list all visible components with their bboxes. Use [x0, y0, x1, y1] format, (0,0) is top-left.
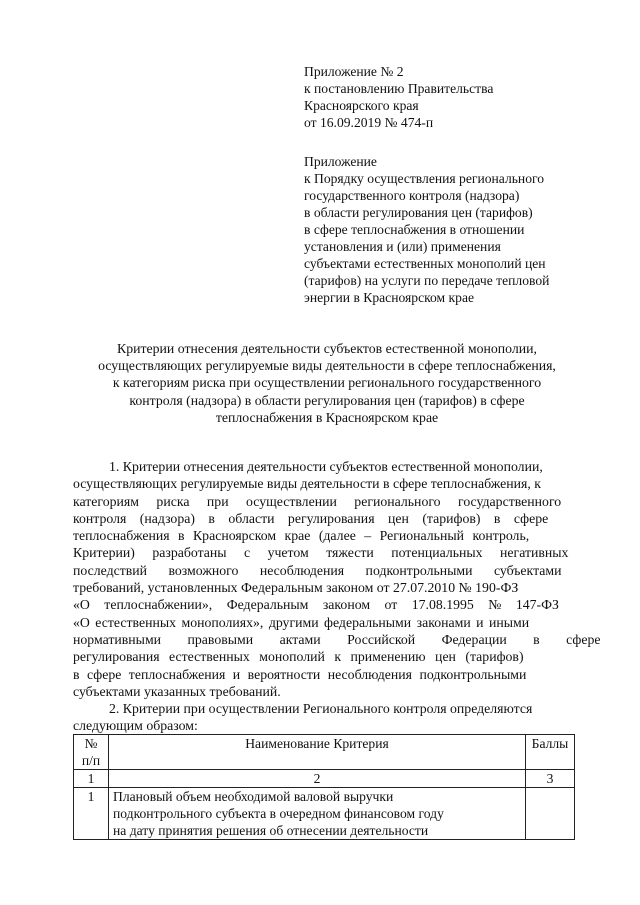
document-title: [60, 340, 594, 426]
paragraph-line: Критерии) разработаны с учетом тяжести потенциальных негативных: [73, 545, 569, 561]
paragraph-line: требований, установленных Федеральным законом от 27.07.2010 № 190-ФЗ: [73, 580, 519, 596]
sub-appendix-line: энергии в Красноярском крае: [304, 290, 475, 305]
sub-appendix-line: (тарифов) на услуги по передаче тепловой: [304, 273, 550, 288]
table-header-row: [74, 735, 575, 770]
title-line: осуществляющих регулируемые виды деятельности в сфере теплоснабжения,: [98, 358, 556, 374]
row-num: 1: [74, 788, 109, 840]
header-num: № п/п: [74, 735, 109, 770]
sub-appendix-line: установления и (или) применения: [304, 239, 501, 254]
paragraph-line: нормативными правовыми актами Российской Федерации в сфере: [73, 631, 601, 647]
header-score: Баллы: [526, 735, 575, 770]
row-score: [526, 788, 575, 840]
index-cell: 2: [109, 770, 526, 788]
body-text: [73, 458, 601, 735]
paragraph-line: 1. Критерии отнесения деятельности субъектов естественной монополии,: [109, 459, 543, 474]
index-cell: 3: [526, 770, 575, 788]
paragraph-line: осуществляющих регулируемые виды деятельности в сфере теплоснабжения, к: [73, 476, 541, 492]
sub-appendix-line: субъектами естественных монополий цен: [304, 256, 546, 271]
paragraph-line: следующим образом:: [73, 718, 198, 734]
criteria-table: [73, 734, 575, 840]
paragraph-1: [73, 458, 601, 700]
row-name-line: Плановый объем необходимой валовой выручки: [113, 789, 394, 804]
paragraph-line: теплоснабжения в Красноярском крае (далее – Региональный контроль,: [73, 528, 530, 544]
paragraph-line: «О теплоснабжении», Федеральным законом от 17.08.1995 № 147-ФЗ: [73, 597, 559, 613]
sub-appendix-line: Приложение: [304, 154, 377, 169]
appendix-line: Красноярского края: [304, 98, 419, 113]
paragraph-line: 2. Критерии при осуществлении Регионального контроля определяются: [109, 701, 533, 717]
appendix-line: к постановлению Правительства: [304, 81, 494, 96]
paragraph-line: субъектами указанных требований.: [73, 683, 281, 699]
title-line: к категориям риска при осуществлении регионального государственного: [112, 375, 542, 391]
row-name: [109, 788, 526, 840]
paragraph-line: последствий возможного несоблюдения подконтрольными субъектами: [73, 562, 562, 578]
appendix-header: [304, 63, 604, 306]
sub-appendix-line: в сфере теплоснабжения в отношении: [304, 222, 525, 237]
appendix-line: от 16.09.2019 № 474-п: [304, 115, 434, 130]
row-name-line: подконтрольного субъекта в очередном финансовом году: [113, 806, 444, 821]
header-name: Наименование Критерия: [109, 735, 526, 770]
title-line: теплоснабжения в Красноярском крае: [215, 409, 439, 425]
title-line: контроля (надзора) в области регулирования цен (тарифов) в сфере: [129, 392, 525, 408]
paragraph-line: контроля (надзора) в области регулирования цен (тарифов) в сфере: [73, 510, 549, 526]
appendix-line: Приложение № 2: [304, 64, 404, 79]
sub-appendix-line: к Порядку осуществления регионального: [304, 171, 545, 186]
sub-appendix-line: государственного контроля (надзора): [304, 188, 520, 203]
table-row: [74, 788, 575, 840]
row-name-line: на дату принятия решения об отнесении деятельности: [113, 823, 429, 838]
table-index-row: [74, 770, 575, 788]
title-line: Критерии отнесения деятельности субъектов естественной монополии,: [117, 341, 537, 356]
index-cell: 1: [74, 770, 109, 788]
paragraph-2: [73, 700, 587, 735]
paragraph-line: регулирования естественных монополий к применению цен (тарифов): [73, 649, 524, 665]
paragraph-line: «О естественных монополиях», другими федеральными законами и иными: [73, 614, 530, 630]
paragraph-line: в сфере теплоснабжения и вероятности несоблюдения подконтрольными: [73, 666, 527, 682]
paragraph-line: категориям риска при осуществлении регионального государственного: [73, 493, 562, 509]
sub-appendix-line: в области регулирования цен (тарифов): [304, 205, 533, 220]
